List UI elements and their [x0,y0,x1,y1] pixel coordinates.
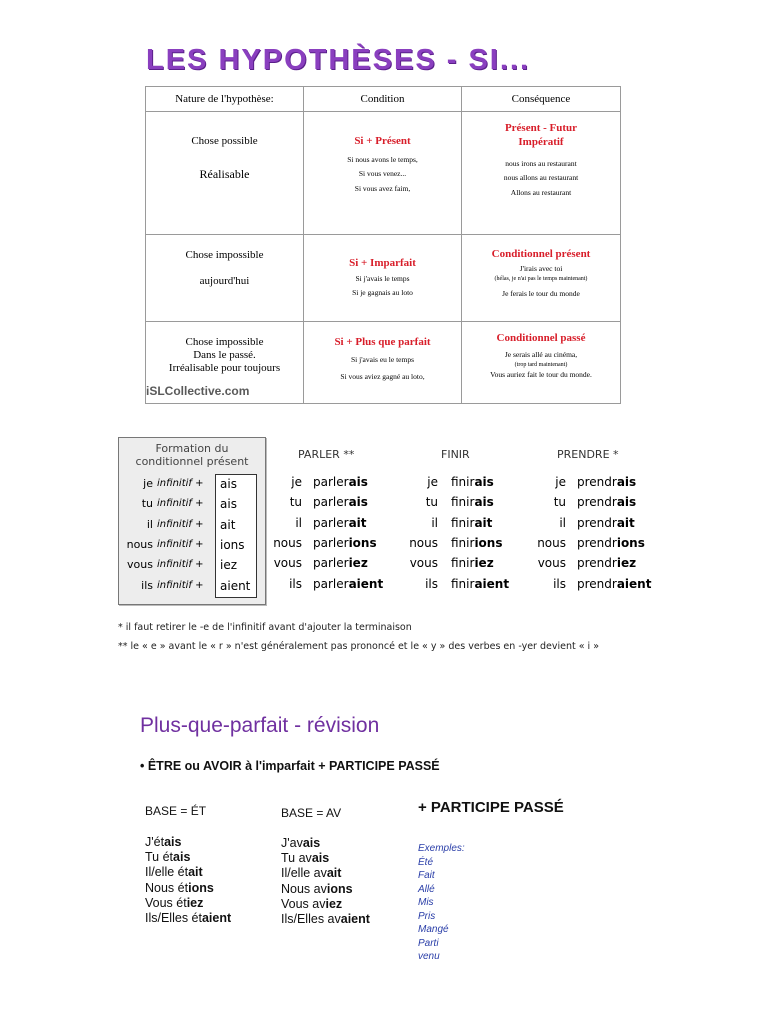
verb-ending: ais [474,495,494,510]
conjugation-pronoun: il [431,515,438,530]
formation-pronoun: je [143,477,153,490]
formation-infinitif: infinitif + [157,559,204,571]
example-line: Si vous aviez gagné au loto, [340,371,425,381]
example-line: nous allons au restaurant [503,173,579,183]
formation-pronoun: tu [141,497,153,511]
nature-cell [146,235,304,322]
formation-pronoun: nous [126,537,153,551]
list-item [145,881,231,896]
form-base: Il/elle av [281,866,327,881]
list-item [281,882,370,897]
form-base: Il/elle ét [145,865,189,880]
form-base: Vous ét [145,895,187,910]
verb-ending: ais [474,475,494,489]
consequence-cell [462,322,621,404]
list-item [281,897,370,912]
verb-ending: ait [348,515,367,530]
nature-line: Réalisable [199,167,250,181]
verb-stem: prendr [577,495,617,510]
formation-infinitif: infinitif + [157,538,204,550]
form-ending: ais [173,850,191,865]
example-line: (trop tard maintenant) [514,362,568,368]
conjugation-pronoun: je [291,475,302,489]
formation-box [118,437,266,605]
list-item [145,896,231,911]
base-avoir-label: BASE = AV [281,806,342,820]
list-item [281,866,370,881]
example-item: Mangé [418,924,449,935]
example-line: Si je gagnais au loto [352,288,413,298]
nature-cell [146,112,304,235]
verb-stem: prendr [577,576,617,591]
etre-imparfait-list [145,835,231,926]
table-row [146,112,621,235]
verb-stem: parler [313,576,349,591]
conjugation-form [313,574,383,594]
verb-ending: ais [616,475,637,489]
condition-cell [304,235,462,322]
conjugation-pronoun: nous [409,535,438,550]
header-nature: Nature de l'hypothèse: [146,87,304,112]
form-base: Tu av [281,851,312,866]
participe-examples [418,842,465,964]
consequence-examples [462,157,620,200]
verb-stem: finir [451,515,475,530]
conjugation-form [577,513,635,533]
list-item [145,850,231,865]
verb-ending: ait [474,515,493,530]
verb-stem: parler [313,515,349,530]
list-item [281,836,370,851]
example-line: Si vous avez faim, [354,183,411,193]
verb-heading: FINIR [441,448,470,461]
condition-examples [304,272,461,301]
nature-line: Chose impossible [185,249,264,261]
verb-ending: ait [616,515,635,530]
conjugation-form [451,533,502,553]
condition-rule: Si + Plus que parfait [334,336,431,348]
verb-stem: parler [313,535,349,550]
formation-row [119,474,265,494]
verb-heading: PARLER ** [298,448,355,461]
form-base: Ils/Elles ét [145,911,202,926]
formation-title [119,442,265,468]
example-item: Mis [418,897,434,908]
list-item [145,911,231,926]
nature-line: Chose possible [191,135,258,147]
example-item: Fait [418,870,435,881]
verb-stem: finir [451,475,475,489]
example-line: Vous auriez fait le tour du monde. [490,370,592,379]
example-line: Si vous venez... [358,169,407,179]
conjugation-pronoun: vous [409,556,438,571]
verb-stem: parler [313,556,349,571]
consequence-examples [462,264,620,299]
conjugation-form [451,492,494,512]
verb-stem: finir [451,495,475,510]
example-line: Si j'avais eu le temps [350,355,414,364]
pqp-title: Plus-que-parfait - révision [140,714,380,737]
watermark: iSLCollective.com [146,384,250,398]
formation-pronoun: il [146,517,153,531]
nature-line: aujourd'hui [199,275,250,287]
form-ending: ais [164,835,182,849]
example-item: Exemples: [418,843,465,854]
verb-ending: ions [474,535,503,550]
verb-stem: prendr [577,535,617,550]
formation-infinitif: infinitif + [157,518,204,530]
example-item: Été [418,856,434,868]
conjugation-form [313,513,367,533]
form-base: Vous av [281,896,326,911]
conjugation-pronoun: tu [425,495,438,510]
nature-line: Dans le passé. [193,349,256,361]
participe-passe-heading: + PARTICIPE PASSÉ [418,799,564,816]
verb-stem: prendr [577,515,617,530]
table-row [146,322,621,404]
form-base: Tu ét [145,850,174,865]
consequence-cell [462,112,621,235]
formation-infinitif: infinitif + [157,498,204,510]
consequence-rule: Conditionnel passé [496,332,586,344]
nature-line: Chose impossible [185,336,264,348]
form-ending: ais [302,836,321,850]
avoir-imparfait-list [281,836,370,927]
verb-ending: ions [616,535,645,550]
form-base: J'av [281,836,303,850]
formation-title-line: Formation du [155,442,229,455]
example-item: Pris [418,910,436,922]
form-ending: ions [326,881,353,896]
table-row [146,235,621,322]
conjugation-form [577,533,645,553]
condition-examples [304,352,461,385]
formation-pronoun: ils [141,578,153,592]
consequence-rule: Présent - Futur Impératif [504,122,578,148]
example-line: Je ferais le tour du monde [502,289,580,298]
form-ending: ait [188,865,203,880]
formation-ending: ions [220,537,245,552]
consequence-examples [462,350,620,380]
conjugation-pronoun: tu [553,495,566,510]
example-item: venu [418,951,440,962]
conjugation-pronoun: vous [537,556,566,571]
list-item [281,851,370,866]
conjugation-form [577,574,651,594]
verb-stem: finir [451,576,475,591]
hypotheses-table [145,86,621,404]
form-base: Nous ét [145,880,189,895]
conjugation-pronoun: je [555,475,566,489]
form-ending: iez [325,896,343,911]
conjugation-form [577,553,636,573]
formation-row [119,576,265,596]
header-condition: Condition [304,87,462,112]
example-line: Si j'avais le temps [355,274,410,283]
form-ending: iez [186,895,204,910]
conjugation-pronoun: je [427,475,438,489]
form-ending: aient [340,912,370,927]
formation-row [119,535,265,555]
verb-stem: parler [313,495,349,510]
verb-ending: iez [616,556,637,571]
verb-ending: aient [348,576,384,591]
condition-cell [304,112,462,235]
nature-cell [146,322,304,404]
verb-ending: aient [474,576,510,591]
verb-stem: parler [313,475,349,489]
conjugation-pronoun: nous [537,535,566,550]
form-ending: ait [326,866,342,881]
form-ending: ais [311,851,330,866]
footnote: * il faut retirer le -e de l'infinitif avant d'ajouter la terminaison [118,622,412,633]
verb-ending: ais [616,495,637,510]
conjugation-form [451,553,494,573]
footnote: ** le « e » avant le « r » n'est généralement pas prononcé et le « y » des verbes en -yer devient « i » [118,641,600,652]
formation-ending: aient [220,578,251,593]
example-line: (hélas, je n'ai pas le temps maintenant) [494,276,588,282]
conjugation-pronoun: vous [273,556,302,571]
conjugation-form [313,492,368,512]
formation-ending: ais [220,497,237,512]
conjugation-form [313,553,368,573]
conjugation-pronoun: tu [289,495,302,510]
verb-ending: ais [348,475,368,489]
formation-infinitif: infinitif + [157,478,204,489]
condition-cell [304,322,462,404]
verb-ending: iez [474,556,494,571]
conjugation-form [451,574,509,594]
page-title: LES HYPOTHÈSES - SI... [146,44,531,76]
conjugation-pronoun: ils [289,576,302,591]
verb-ending: iez [348,556,368,571]
conjugation-pronoun: nous [273,535,302,550]
verb-stem: prendr [577,475,617,489]
verb-ending: aient [616,576,652,591]
conjugation-form [577,472,636,492]
verb-ending: ais [348,495,368,510]
nature-line: Irréalisable pour toujours [168,362,281,374]
conjugation-pronoun: ils [425,576,438,591]
list-item [145,865,231,880]
conjugation-pronoun: il [295,515,302,530]
conjugation-form [451,472,494,492]
formation-ending: ait [220,517,236,532]
example-line: J'irais avec toi [519,264,563,273]
verb-stem: finir [451,556,475,571]
form-ending: aient [201,911,232,926]
form-ending: ions [188,880,214,895]
consequence-rule: Conditionnel présent [491,248,591,260]
conjugation-form [577,492,636,512]
verb-stem: finir [451,535,475,550]
condition-rule: Si + Présent [354,135,411,147]
conjugation-pronoun: il [559,515,566,530]
header-consequence: Conséquence [462,87,621,112]
verb-stem: prendr [577,556,617,571]
table-header-row [146,87,621,112]
example-line: Allons au restaurant [510,187,572,197]
verb-ending: ions [348,535,377,550]
conjugation-pronoun: ils [553,576,566,591]
form-base: Nous av [281,881,327,896]
base-etre-label: BASE = ÉT [145,804,207,818]
formation-ending: ais [220,477,237,491]
pqp-rule: • ÊTRE ou AVOIR à l'imparfait + PARTICIPE PASSÉ [140,759,440,773]
formation-pronoun: vous [127,558,153,572]
formation-row [119,555,265,575]
example-item: Allé [418,883,435,895]
formation-infinitif: infinitif + [157,579,204,591]
formation-ending: iez [220,558,238,573]
example-line: Je serais allé au cinéma, [504,350,578,359]
example-line: Si nous avons le temps, [347,155,418,164]
list-item [281,912,370,927]
form-base: Ils/Elles av [281,912,341,927]
verb-heading: PRENDRE * [557,448,619,461]
formation-row [119,494,265,514]
example-line: nous irons au restaurant [505,159,577,168]
condition-rule: Si + Imparfait [349,257,416,269]
example-item: Parti [418,937,439,949]
condition-examples [304,153,461,196]
formation-title-line: conditionnel présent [135,455,249,468]
form-base: J'ét [145,835,165,849]
consequence-cell [462,235,621,322]
formation-row [119,515,265,535]
conjugation-form [313,472,368,492]
conjugation-form [451,513,492,533]
list-item [145,835,231,850]
conjugation-form [313,533,377,553]
